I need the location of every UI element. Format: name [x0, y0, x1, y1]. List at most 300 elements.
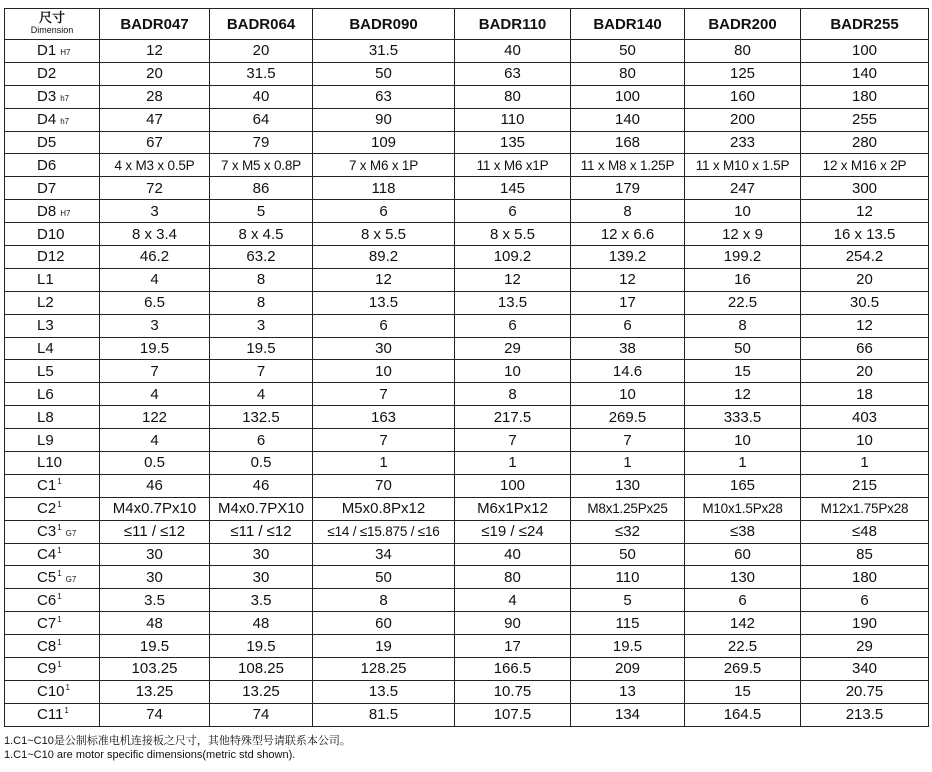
- footnote-marker: 1: [57, 477, 62, 487]
- value-cell: 269.5: [571, 406, 685, 429]
- value-cell: 300: [801, 177, 929, 200]
- dimension-label: C4: [37, 546, 57, 564]
- table-row: [5, 589, 929, 612]
- value-cell: 163: [313, 406, 455, 429]
- value-cell: 80: [685, 40, 801, 63]
- tolerance-class: h7: [60, 94, 70, 104]
- value-cell: 12: [455, 268, 571, 291]
- tolerance-class: G7: [65, 529, 77, 539]
- value-cell: 213.5: [801, 703, 929, 726]
- value-cell: 217.5: [455, 406, 571, 429]
- value-cell: 130: [571, 474, 685, 497]
- table-row: [5, 200, 929, 223]
- tolerance-class: h7: [60, 117, 70, 127]
- dimension-cell: [5, 268, 100, 291]
- value-cell: 340: [801, 658, 929, 681]
- dimension-label: C2: [37, 500, 57, 518]
- value-cell: 7: [313, 383, 455, 406]
- value-cell: 0.5: [210, 452, 313, 475]
- value-cell: 7: [313, 429, 455, 452]
- value-cell: 7: [455, 429, 571, 452]
- value-cell: 10: [455, 360, 571, 383]
- dimension-cell: [5, 703, 100, 726]
- value-cell: 29: [801, 635, 929, 658]
- value-cell: 60: [313, 612, 455, 635]
- value-cell: 30: [210, 543, 313, 566]
- dimension-cell: [5, 108, 100, 131]
- footnote-en: 1.C1~C10 are motor specific dimensions(metric std shown).: [4, 748, 296, 761]
- table-row: [5, 658, 929, 681]
- value-cell: 280: [801, 131, 929, 154]
- value-cell: 180: [801, 566, 929, 589]
- value-cell: 8 x 5.5: [313, 223, 455, 246]
- value-cell: 12 x 6.6: [571, 223, 685, 246]
- dimension-label: D4: [37, 111, 57, 129]
- value-cell: 30.5: [801, 291, 929, 314]
- value-cell: 247: [685, 177, 801, 200]
- table-row: [5, 154, 929, 177]
- dimension-cell: [5, 429, 100, 452]
- dimension-cell: [5, 612, 100, 635]
- dimension-cell: [5, 658, 100, 681]
- table-body: [5, 40, 929, 727]
- value-cell: 215: [801, 474, 929, 497]
- value-cell: 11 x M10 x 1.5P: [685, 154, 801, 177]
- value-cell: 3.5: [210, 589, 313, 612]
- value-cell: 40: [210, 85, 313, 108]
- value-cell: 12: [801, 200, 929, 223]
- value-cell: 80: [455, 85, 571, 108]
- value-cell: ≤38: [685, 520, 801, 543]
- value-cell: 107.5: [455, 703, 571, 726]
- value-cell: 50: [685, 337, 801, 360]
- value-cell: 22.5: [685, 291, 801, 314]
- value-cell: 115: [571, 612, 685, 635]
- value-cell: 4: [455, 589, 571, 612]
- value-cell: 38: [571, 337, 685, 360]
- table-row: [5, 40, 929, 63]
- dimension-cell: [5, 520, 100, 543]
- table-row: [5, 85, 929, 108]
- value-cell: 20: [100, 62, 210, 85]
- value-cell: 6: [801, 589, 929, 612]
- value-cell: 8 x 4.5: [210, 223, 313, 246]
- table-row: [5, 612, 929, 635]
- value-cell: 46.2: [100, 246, 210, 269]
- value-cell: 7: [100, 360, 210, 383]
- value-cell: 7: [210, 360, 313, 383]
- value-cell: 16: [685, 268, 801, 291]
- value-cell: 13: [571, 680, 685, 703]
- dimension-label: L1: [37, 271, 54, 289]
- value-cell: 1: [455, 452, 571, 475]
- dimension-label: L6: [37, 385, 54, 403]
- model-header: BADR110: [455, 9, 571, 40]
- dimension-header: [5, 9, 100, 40]
- value-cell: 90: [313, 108, 455, 131]
- value-cell: 89.2: [313, 246, 455, 269]
- value-cell: 10: [685, 200, 801, 223]
- value-cell: 8: [571, 200, 685, 223]
- value-cell: 109: [313, 131, 455, 154]
- dimension-label: D10: [37, 225, 65, 243]
- dimension-cell: [5, 223, 100, 246]
- table-row: [5, 703, 929, 726]
- value-cell: 16 x 13.5: [801, 223, 929, 246]
- footnote-marker: 1: [57, 614, 62, 624]
- value-cell: 6.5: [100, 291, 210, 314]
- value-cell: 30: [313, 337, 455, 360]
- value-cell: 12: [685, 383, 801, 406]
- value-cell: ≤48: [801, 520, 929, 543]
- dimension-cell: [5, 85, 100, 108]
- value-cell: 255: [801, 108, 929, 131]
- value-cell: 29: [455, 337, 571, 360]
- value-cell: 34: [313, 543, 455, 566]
- value-cell: 12 x M16 x 2P: [801, 154, 929, 177]
- value-cell: 142: [685, 612, 801, 635]
- footnote-marker: 1: [57, 546, 62, 556]
- footnotes: [4, 734, 928, 762]
- value-cell: 128.25: [313, 658, 455, 681]
- value-cell: 28: [100, 85, 210, 108]
- dimension-label: C3: [37, 523, 57, 541]
- value-cell: 79: [210, 131, 313, 154]
- value-cell: 4 x M3 x 0.5P: [100, 154, 210, 177]
- value-cell: 3.5: [100, 589, 210, 612]
- value-cell: 1: [313, 452, 455, 475]
- footnote-marker: 1: [57, 660, 62, 670]
- value-cell: 19.5: [100, 635, 210, 658]
- value-cell: 80: [571, 62, 685, 85]
- value-cell: 19: [313, 635, 455, 658]
- footnote-marker: 1: [57, 591, 62, 601]
- value-cell: 6: [313, 314, 455, 337]
- tolerance-class: H7: [60, 48, 71, 58]
- table-row: [5, 520, 929, 543]
- dimension-label: C6: [37, 591, 57, 609]
- value-cell: 13.5: [313, 291, 455, 314]
- value-cell: 164.5: [685, 703, 801, 726]
- dimension-cell: [5, 543, 100, 566]
- table-row: [5, 337, 929, 360]
- value-cell: 14.6: [571, 360, 685, 383]
- value-cell: 8: [455, 383, 571, 406]
- value-cell: 20.75: [801, 680, 929, 703]
- dimension-cell: [5, 131, 100, 154]
- value-cell: 80: [455, 566, 571, 589]
- value-cell: 50: [571, 543, 685, 566]
- table-header: [5, 9, 929, 40]
- value-cell: 12: [100, 40, 210, 63]
- value-cell: 18: [801, 383, 929, 406]
- value-cell: 180: [801, 85, 929, 108]
- value-cell: 85: [801, 543, 929, 566]
- dimension-label: C5: [37, 568, 57, 586]
- value-cell: 63: [313, 85, 455, 108]
- value-cell: 10: [313, 360, 455, 383]
- value-cell: 22.5: [685, 635, 801, 658]
- value-cell: 8: [685, 314, 801, 337]
- value-cell: 63: [455, 62, 571, 85]
- dimension-cell: [5, 589, 100, 612]
- value-cell: 7 x M6 x 1P: [313, 154, 455, 177]
- dimension-cell: [5, 177, 100, 200]
- dimension-cell: [5, 337, 100, 360]
- value-cell: 4: [210, 383, 313, 406]
- value-cell: M4x0.7Px10: [100, 497, 210, 520]
- value-cell: 4: [100, 268, 210, 291]
- table-row: [5, 680, 929, 703]
- value-cell: 100: [455, 474, 571, 497]
- value-cell: 66: [801, 337, 929, 360]
- value-cell: 19.5: [210, 635, 313, 658]
- table-row: [5, 566, 929, 589]
- footnote-marker: 1: [65, 683, 70, 693]
- value-cell: 1: [801, 452, 929, 475]
- value-cell: 110: [571, 566, 685, 589]
- value-cell: 19.5: [210, 337, 313, 360]
- value-cell: 64: [210, 108, 313, 131]
- value-cell: 47: [100, 108, 210, 131]
- table-row: [5, 314, 929, 337]
- value-cell: 20: [801, 268, 929, 291]
- value-cell: 8 x 3.4: [100, 223, 210, 246]
- value-cell: 13.5: [455, 291, 571, 314]
- value-cell: 30: [210, 566, 313, 589]
- value-cell: 4: [100, 429, 210, 452]
- table-row: [5, 429, 929, 452]
- value-cell: 19.5: [100, 337, 210, 360]
- value-cell: 6: [455, 314, 571, 337]
- dimension-header-en: Dimension: [30, 25, 74, 35]
- value-cell: 20: [210, 40, 313, 63]
- value-cell: ≤32: [571, 520, 685, 543]
- table-row: [5, 360, 929, 383]
- value-cell: M6x1Px12: [455, 497, 571, 520]
- dimension-label: D8: [37, 202, 57, 220]
- table-row: [5, 131, 929, 154]
- dimension-cell: [5, 406, 100, 429]
- dimension-label: C11: [37, 706, 64, 724]
- value-cell: 74: [100, 703, 210, 726]
- value-cell: 403: [801, 406, 929, 429]
- value-cell: 30: [100, 543, 210, 566]
- value-cell: 15: [685, 680, 801, 703]
- dimension-label: D3: [37, 88, 57, 106]
- table-row: [5, 246, 929, 269]
- value-cell: 233: [685, 131, 801, 154]
- value-cell: 122: [100, 406, 210, 429]
- value-cell: 190: [801, 612, 929, 635]
- value-cell: 166.5: [455, 658, 571, 681]
- value-cell: 8: [210, 268, 313, 291]
- value-cell: 12: [313, 268, 455, 291]
- value-cell: 63.2: [210, 246, 313, 269]
- dimension-label: L4: [37, 340, 54, 358]
- dimension-label: L9: [37, 431, 54, 449]
- tolerance-class: H7: [60, 208, 71, 218]
- value-cell: 50: [313, 62, 455, 85]
- value-cell: M12x1.75Px28: [801, 497, 929, 520]
- value-cell: 90: [455, 612, 571, 635]
- value-cell: 46: [210, 474, 313, 497]
- value-cell: 3: [210, 314, 313, 337]
- table-row: [5, 268, 929, 291]
- value-cell: 13.25: [100, 680, 210, 703]
- dimension-label: C1: [37, 477, 57, 495]
- dimension-label: D1: [37, 42, 57, 60]
- dimension-cell: [5, 452, 100, 475]
- value-cell: 168: [571, 131, 685, 154]
- value-cell: 103.25: [100, 658, 210, 681]
- value-cell: 254.2: [801, 246, 929, 269]
- value-cell: ≤14 / ≤15.875 / ≤16: [313, 520, 455, 543]
- dimension-cell: [5, 62, 100, 85]
- value-cell: 74: [210, 703, 313, 726]
- value-cell: 140: [801, 62, 929, 85]
- dimension-cell: [5, 246, 100, 269]
- value-cell: 165: [685, 474, 801, 497]
- dimension-label: D7: [37, 179, 57, 197]
- dimension-label: D5: [37, 134, 57, 151]
- dimension-label: D6: [37, 156, 57, 174]
- dimension-table: [4, 8, 929, 727]
- value-cell: 70: [313, 474, 455, 497]
- value-cell: 30: [100, 566, 210, 589]
- value-cell: 118: [313, 177, 455, 200]
- value-cell: 8: [313, 589, 455, 612]
- value-cell: 13.5: [313, 680, 455, 703]
- dimension-label: C9: [37, 660, 57, 678]
- dimension-cell: [5, 200, 100, 223]
- value-cell: ≤19 / ≤24: [455, 520, 571, 543]
- model-header: BADR064: [210, 9, 313, 40]
- value-cell: 6: [571, 314, 685, 337]
- value-cell: 209: [571, 658, 685, 681]
- value-cell: 8: [210, 291, 313, 314]
- dimension-label: L3: [37, 317, 54, 335]
- value-cell: 13.25: [210, 680, 313, 703]
- model-header: BADR047: [100, 9, 210, 40]
- value-cell: 12: [571, 268, 685, 291]
- value-cell: ≤11 / ≤12: [100, 520, 210, 543]
- model-header: BADR140: [571, 9, 685, 40]
- value-cell: M10x1.5Px28: [685, 497, 801, 520]
- value-cell: 5: [210, 200, 313, 223]
- value-cell: 17: [571, 291, 685, 314]
- value-cell: 11 x M6 x1P: [455, 154, 571, 177]
- value-cell: 40: [455, 40, 571, 63]
- dimension-header-zh: 尺寸: [38, 10, 65, 25]
- value-cell: 10: [685, 429, 801, 452]
- value-cell: 31.5: [313, 40, 455, 63]
- table-row: [5, 223, 929, 246]
- value-cell: 139.2: [571, 246, 685, 269]
- table-row: [5, 383, 929, 406]
- dimension-label: L5: [37, 362, 54, 380]
- table-row: [5, 474, 929, 497]
- value-cell: 5: [571, 589, 685, 612]
- value-cell: 8 x 5.5: [455, 223, 571, 246]
- dimension-label: C7: [37, 614, 57, 632]
- dimension-cell: [5, 497, 100, 520]
- dimension-cell: [5, 566, 100, 589]
- spec-sheet: [4, 8, 928, 762]
- value-cell: 134: [571, 703, 685, 726]
- value-cell: 1: [685, 452, 801, 475]
- value-cell: 4: [100, 383, 210, 406]
- value-cell: 145: [455, 177, 571, 200]
- value-cell: 3: [100, 314, 210, 337]
- value-cell: 100: [801, 40, 929, 63]
- dimension-cell: [5, 40, 100, 63]
- value-cell: 10: [571, 383, 685, 406]
- value-cell: 67: [100, 131, 210, 154]
- dimension-cell: [5, 680, 100, 703]
- value-cell: 199.2: [685, 246, 801, 269]
- value-cell: 0.5: [100, 452, 210, 475]
- value-cell: 12: [801, 314, 929, 337]
- value-cell: 10: [801, 429, 929, 452]
- table-row: [5, 406, 929, 429]
- dimension-label: L10: [37, 454, 63, 472]
- value-cell: 10.75: [455, 680, 571, 703]
- value-cell: 72: [100, 177, 210, 200]
- value-cell: 125: [685, 62, 801, 85]
- value-cell: 19.5: [571, 635, 685, 658]
- value-cell: 109.2: [455, 246, 571, 269]
- dimension-cell: [5, 383, 100, 406]
- dimension-cell: [5, 291, 100, 314]
- value-cell: M5x0.8Px12: [313, 497, 455, 520]
- value-cell: 6: [313, 200, 455, 223]
- dimension-cell: [5, 360, 100, 383]
- value-cell: 140: [571, 108, 685, 131]
- value-cell: 7 x M5 x 0.8P: [210, 154, 313, 177]
- value-cell: 46: [100, 474, 210, 497]
- model-header: BADR255: [801, 9, 929, 40]
- value-cell: ≤11 / ≤12: [210, 520, 313, 543]
- value-cell: 50: [313, 566, 455, 589]
- dimension-cell: [5, 474, 100, 497]
- value-cell: 6: [210, 429, 313, 452]
- value-cell: 3: [100, 200, 210, 223]
- dimension-label: C8: [37, 637, 57, 655]
- dimension-label: D2: [37, 65, 57, 83]
- value-cell: 108.25: [210, 658, 313, 681]
- footnote-marker: 1: [57, 637, 62, 647]
- value-cell: 20: [801, 360, 929, 383]
- value-cell: 6: [455, 200, 571, 223]
- value-cell: 130: [685, 566, 801, 589]
- dimension-cell: [5, 314, 100, 337]
- value-cell: 48: [100, 612, 210, 635]
- value-cell: 31.5: [210, 62, 313, 85]
- value-cell: 12 x 9: [685, 223, 801, 246]
- model-header: BADR090: [313, 9, 455, 40]
- value-cell: 6: [685, 589, 801, 612]
- value-cell: 60: [685, 543, 801, 566]
- value-cell: 15: [685, 360, 801, 383]
- table-row: [5, 452, 929, 475]
- table-row: [5, 635, 929, 658]
- value-cell: 40: [455, 543, 571, 566]
- table-row: [5, 291, 929, 314]
- table-row: [5, 497, 929, 520]
- value-cell: 86: [210, 177, 313, 200]
- dimension-cell: [5, 154, 100, 177]
